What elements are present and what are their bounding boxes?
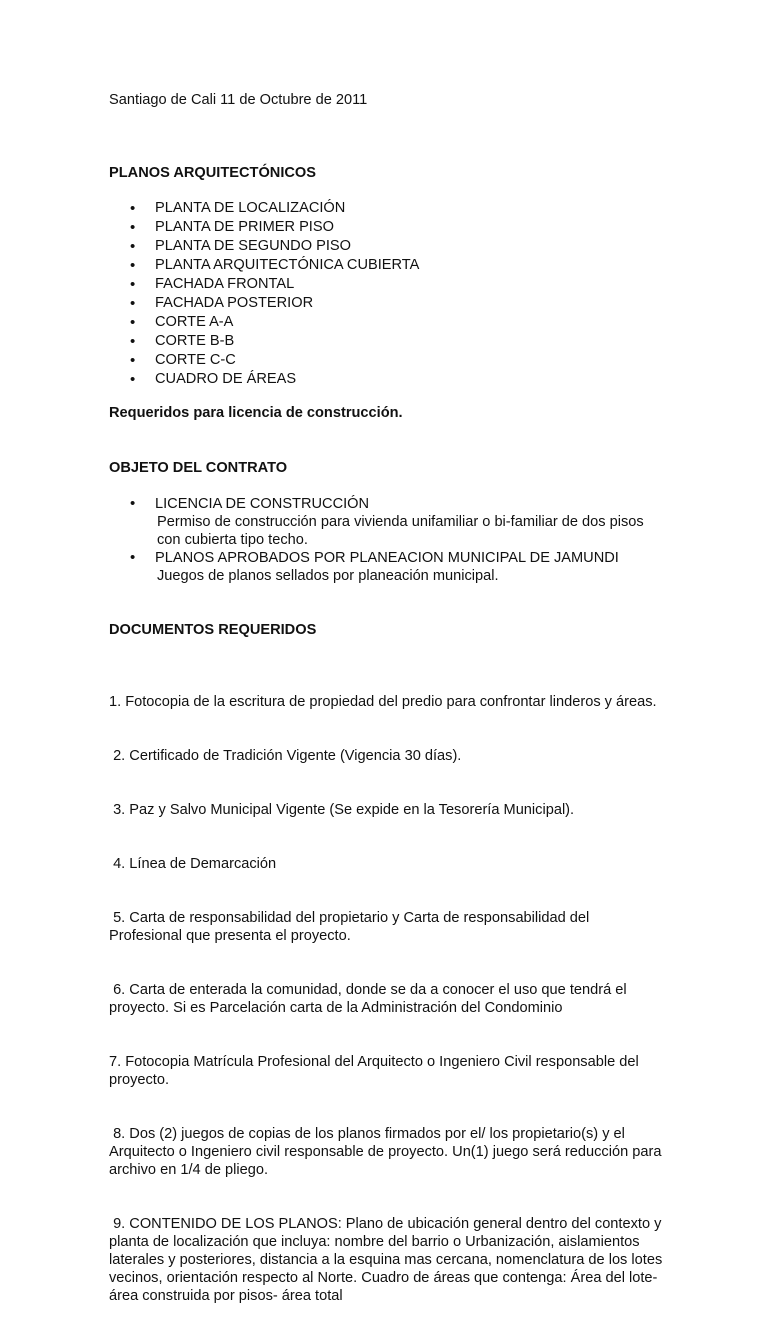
list-item: • CORTE B-B: [109, 332, 664, 351]
list-item: • CUADRO DE ÁREAS: [109, 370, 664, 389]
list-item: 5. Carta de responsabilidad del propietario y Carta de responsabilidad del Profesional que presenta el proyecto.: [109, 910, 594, 944]
list-item: • FACHADA POSTERIOR: [109, 294, 664, 313]
list-item: • PLANTA DE LOCALIZACIÓN: [109, 199, 664, 218]
list-item: 9. CONTENIDO DE LOS PLANOS: Plano de ubicación general dentro del contexto y planta de localización que incluya: nombre del barrio o Urbanización, aislamientos laterales y posteriores, distancia a la esquina mas cercana, nomenclatura de los lotes vecinos, orientación respecto al Norte. Cuadro de áreas que contenga: Área del lote- área construida por pisos- área total: [109, 1216, 667, 1304]
planos-list: [109, 199, 664, 389]
list-item: 7. Fotocopia Matrícula Profesional del Arquitecto o Ingeniero Civil responsable del proyecto.: [109, 1054, 643, 1088]
list-item: 3. Paz y Salvo Municipal Vigente (Se expide en la Tesorería Municipal).: [109, 802, 575, 818]
list-item: • PLANTA DE PRIMER PISO: [109, 218, 664, 237]
planos-heading: PLANOS ARQUITECTÓNICOS: [109, 165, 317, 181]
list-item: • CORTE C-C: [109, 351, 664, 370]
list-item: 1. Fotocopia de la escritura de propiedad del predio para confrontar linderos y áreas.: [109, 694, 657, 710]
list-item: • PLANTA ARQUITECTÓNICA CUBIERTA: [109, 256, 664, 275]
planos-note: Requeridos para licencia de construcción.: [109, 405, 403, 421]
documentos-list: [109, 657, 667, 1341]
date-line: Santiago de Cali 11 de Octubre de 2011: [109, 92, 368, 108]
objeto-item-title: LICENCIA DE CONSTRUCCIÓN: [155, 496, 370, 512]
list-item: • PLANTA DE SEGUNDO PISO: [109, 237, 664, 256]
objeto-item-title: PLANOS APROBADOS POR PLANEACION MUNICIPAL DE JAMUNDI: [155, 550, 619, 566]
documentos-heading: DOCUMENTOS REQUERIDOS: [109, 622, 317, 638]
list-item: • CORTE A-A: [109, 313, 664, 332]
objeto-list: [109, 495, 664, 585]
list-item: 2. Certificado de Tradición Vigente (Vigencia 30 días).: [109, 748, 462, 764]
list-item: 6. Carta de enterada la comunidad, donde se da a conocer el uso que tendrá el proyecto. Si es Parcelación carta de la Administración del Condominio: [109, 982, 631, 1016]
list-item: • FACHADA FRONTAL: [109, 275, 664, 294]
list-item: [109, 495, 664, 549]
list-item: [109, 549, 664, 585]
objeto-item-desc: Permiso de construcción para vivienda unifamiliar o bi-familiar de dos pisos con cubierta tipo techo.: [157, 514, 644, 548]
objeto-item-desc: Juegos de planos sellados por planeación municipal.: [157, 568, 499, 584]
list-item: 4. Línea de Demarcación: [109, 856, 277, 872]
objeto-heading: OBJETO DEL CONTRATO: [109, 460, 288, 476]
list-item: 8. Dos (2) juegos de copias de los planos firmados por el/ los propietario(s) y el Arquitecto o Ingeniero civil responsable de proyecto. Un(1) juego será reducción para archivo en 1/4 de pliego.: [109, 1126, 666, 1178]
